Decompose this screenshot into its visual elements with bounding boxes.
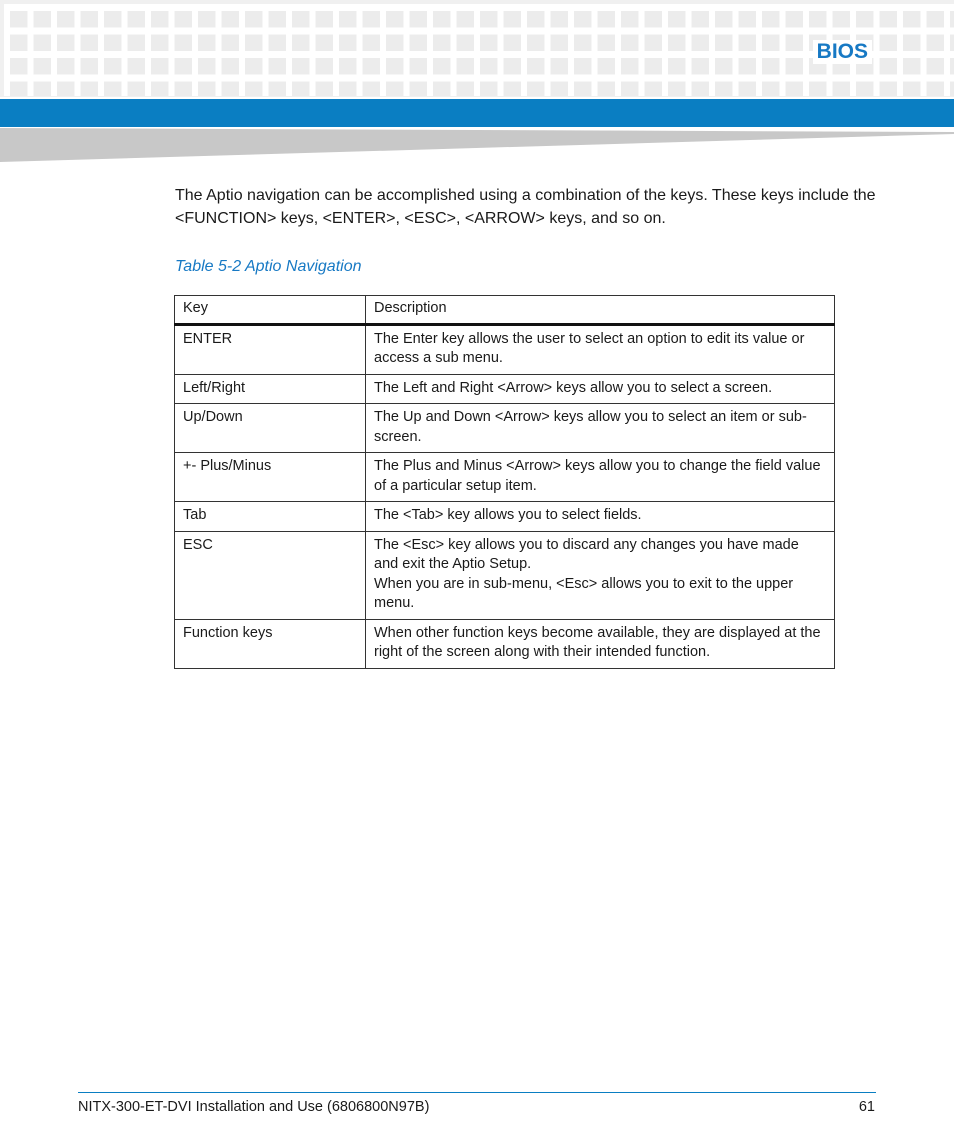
description-line: The Up and Down <Arrow> keys allow you to select an item or sub-screen. bbox=[374, 409, 807, 445]
footer-document-title: NITX-300-ET-DVI Installation and Use (6806800N97B) bbox=[78, 1099, 430, 1115]
table-body bbox=[175, 324, 835, 668]
description-cell bbox=[366, 453, 835, 502]
table-row bbox=[175, 404, 835, 453]
table-row bbox=[175, 374, 835, 404]
description-cell bbox=[366, 531, 835, 619]
description-line: The Enter key allows the user to select an option to edit its value or access a sub menu. bbox=[374, 330, 805, 366]
table-row bbox=[175, 324, 835, 374]
section-title: BIOS bbox=[813, 40, 872, 64]
description-line: When you are in sub-menu, <Esc> allows you to exit to the upper menu. bbox=[374, 575, 794, 611]
key-cell: Up/Down bbox=[175, 404, 366, 453]
description-cell bbox=[366, 404, 835, 453]
table-header-row bbox=[175, 296, 835, 325]
description-cell bbox=[366, 502, 835, 532]
description-line: The Plus and Minus <Arrow> keys allow you to change the field value of a particular setup item. bbox=[374, 458, 821, 494]
table-row bbox=[175, 619, 835, 668]
description-cell bbox=[366, 324, 835, 374]
key-cell: ESC bbox=[175, 531, 366, 619]
key-cell: Tab bbox=[175, 502, 366, 532]
table-row bbox=[175, 531, 835, 619]
footer-page-number: 61 bbox=[858, 1099, 875, 1115]
key-cell: Left/Right bbox=[175, 374, 366, 404]
table-caption: Table 5-2 Aptio Navigation bbox=[175, 258, 362, 275]
description-cell bbox=[366, 619, 835, 668]
description-cell bbox=[366, 374, 835, 404]
header-grey-swoosh bbox=[0, 128, 954, 164]
column-header-description: Description bbox=[366, 296, 835, 325]
header-tile-pattern bbox=[0, 0, 954, 97]
footer-rule bbox=[78, 1092, 876, 1093]
description-line: The <Esc> key allows you to discard any changes you have made and exit the Aptio Setup. bbox=[374, 536, 799, 572]
description-line: When other function keys become available, they are displayed at the right of the screen along with their intended function. bbox=[374, 624, 821, 660]
description-line: The <Tab> key allows you to select fields. bbox=[374, 507, 642, 523]
key-cell: Function keys bbox=[175, 619, 366, 668]
column-header-key: Key bbox=[175, 296, 366, 325]
key-cell: ENTER bbox=[175, 324, 366, 374]
intro-paragraph: The Aptio navigation can be accomplished using a combination of the keys. These keys include the <FUNCTION> keys, <ENTER>, <ESC>, <ARROW> keys, and so on. bbox=[175, 187, 876, 227]
description-line: The Left and Right <Arrow> keys allow you to select a screen. bbox=[374, 379, 773, 396]
key-cell: +- Plus/Minus bbox=[175, 453, 366, 502]
header-tile-grid bbox=[4, 4, 954, 96]
header-blue-bar bbox=[0, 99, 954, 127]
table-row bbox=[175, 453, 835, 502]
aptio-navigation-table bbox=[174, 295, 835, 669]
table-row bbox=[175, 502, 835, 532]
